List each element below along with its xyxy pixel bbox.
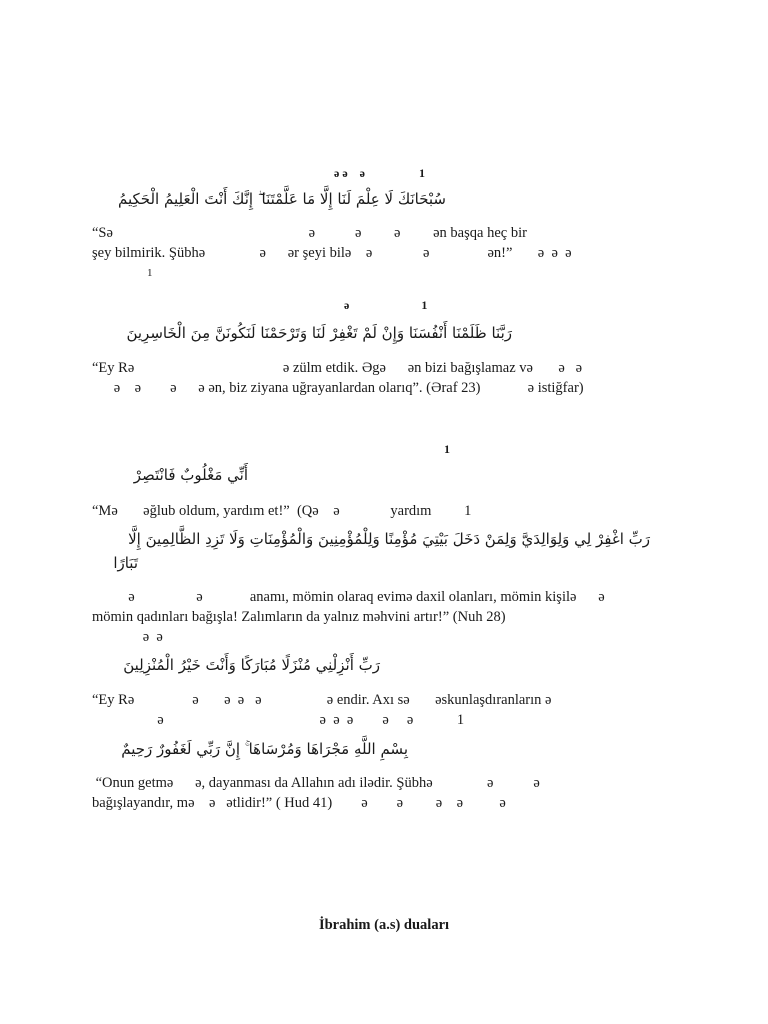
- block-5-line-2: bağışlayandır, mə ə ətlidir!” ( Hud 41) ə ə ə ə ə: [92, 795, 506, 811]
- block-1-marker: ə ə ə 1: [334, 166, 425, 180]
- block-4-line-1: “Ey Rə ə ə ə ə ə endir. Axı sə əskunlaşdıranların ə: [92, 692, 552, 708]
- block-3-marker: 1: [444, 442, 450, 456]
- block-2-line-1: “Ey Rə ə zülm etdik. Əgə ən bizi bağışlamaz və ə ə: [92, 360, 583, 376]
- block-3-arabic: أَنِّي مَغْلُوبٌ فَانْتَصِرْ: [133, 466, 248, 484]
- block-3-arabic-2b: تَبَارًا: [113, 554, 138, 572]
- block-3-line-2: mömin qadınları bağışla! Zalımların da yalnız məhvini artır!” (Nuh 28): [92, 609, 506, 625]
- section-heading: İbrahim (a.s) duaları: [318, 917, 450, 933]
- block-1-arabic: سُبْحَانَكَ لَا عِلْمَ لَنَا إِلَّا مَا عَلَّمْتَنَا ۖ إِنَّكَ أَنْتَ الْعَلِيمُ الْحَكِيمُ: [118, 190, 446, 208]
- block-4-arabic: رَبِّ أَنْزِلْنِي مُنْزَلًا مُبَارَكًا وَأَنْتَ خَيْرُ الْمُنْزِلِينَ: [123, 656, 380, 674]
- block-1-line-3: 1: [92, 267, 153, 279]
- block-1-line-2: şey bilmirik. Şübhə ə ər şeyi bilə ə ə ən!” ə ə ə: [92, 245, 572, 261]
- block-2-marker: ə 1: [344, 298, 428, 312]
- block-2-line-2: ə ə ə ə ən, biz ziyana uğrayanlardan olarıq”. (Əraf 23) ə istiğfar): [92, 380, 584, 396]
- block-1-line-1: “Sə ə ə ə ən başqa heç bir: [92, 225, 527, 241]
- block-4-line-2: ə ə ə ə ə ə 1: [92, 712, 465, 728]
- block-5-line-1: “Onun getmə ə, dayanması da Allahın adı ilədir. Şübhə ə ə: [92, 775, 540, 791]
- block-3-line-a: “Mə əğlub oldum, yardım et!” (Qə ə yardım 1: [92, 503, 472, 519]
- block-3-arabic-2a: رَبِّ اغْفِرْ لِي وَلِوَالِدَيَّ وَلِمَنْ دَخَلَ بَيْتِيَ مُؤْمِنًا وَلِلْمُؤْمِنِينَ وَالْمُؤْمِنَاتِ وَلَا تَزِدِ الظَّالِمِينَ إِلَّا: [128, 530, 650, 548]
- block-5-arabic: بِسْمِ اللَّهِ مَجْرَاهَا وَمُرْسَاهَا ۚ إِنَّ رَبِّي لَغَفُورٌ رَحِيمٌ: [121, 740, 408, 758]
- block-3-line-1: ə ə anamı, mömin olaraq evimə daxil olanları, mömin kişilə ə: [92, 589, 605, 605]
- block-3-line-3: ə ə: [92, 629, 163, 645]
- block-2-arabic: رَبَّنَا ظَلَمْنَا أَنْفُسَنَا وَإِنْ لَمْ تَغْفِرْ لَنَا وَتَرْحَمْنَا لَنَكُونَنَّ مِنَ الْخَاسِرِينَ: [126, 324, 512, 342]
